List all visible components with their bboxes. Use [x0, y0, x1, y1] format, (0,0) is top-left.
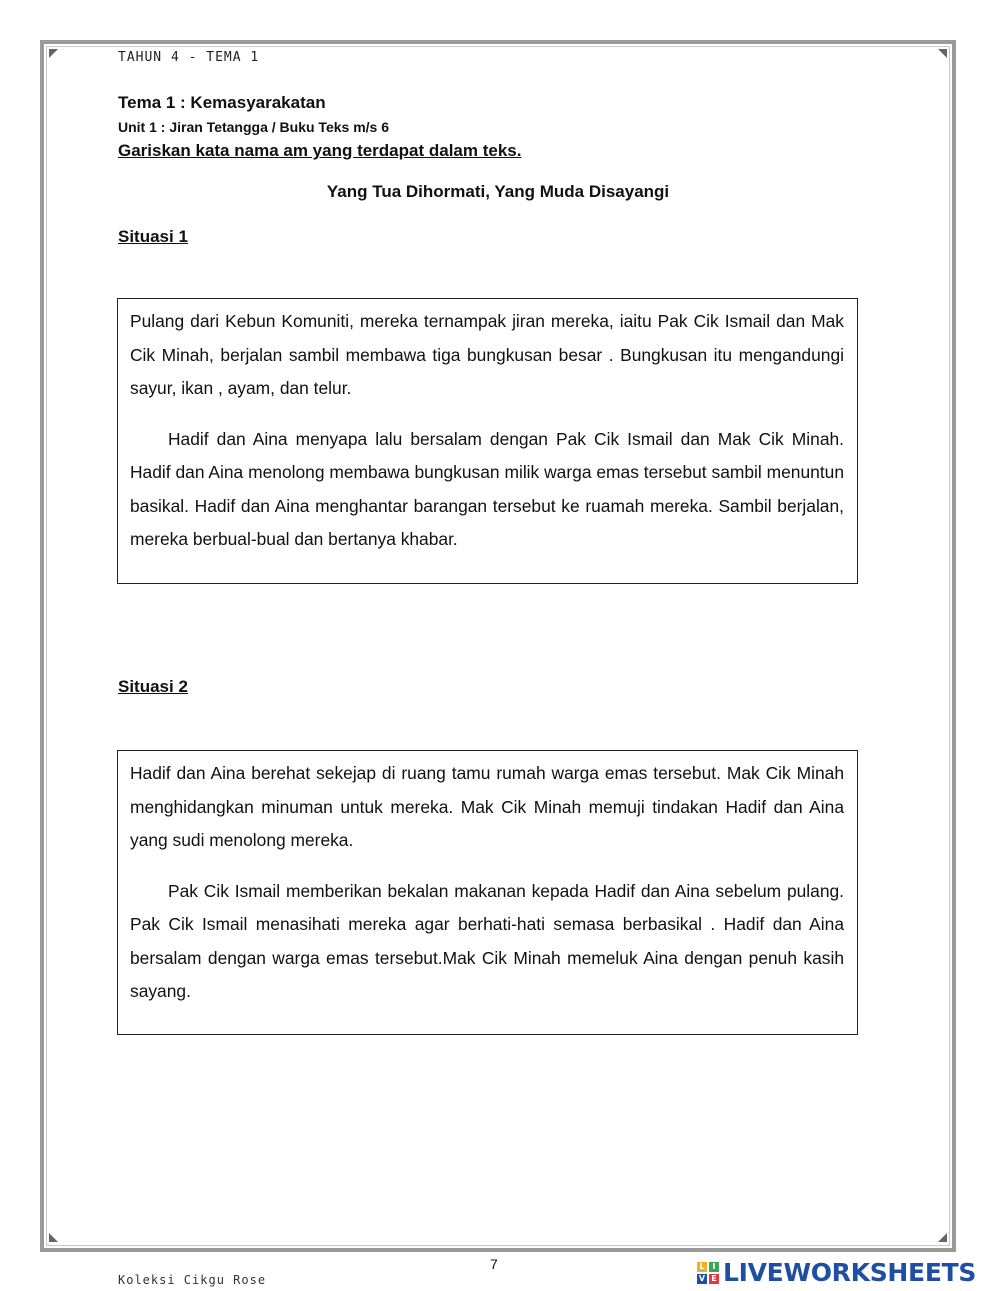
situation-1-text-box — [117, 298, 858, 584]
situation-2-heading: Situasi 2 — [118, 677, 188, 696]
unit-line: Unit 1 : Jiran Tetangga / Buku Teks m/s 6 — [118, 119, 389, 135]
story-title: Yang Tua Dihormati, Yang Muda Disayangi — [326, 182, 670, 201]
corner-ornament-top-left — [49, 49, 58, 58]
liveworksheets-logo-icon — [697, 1262, 719, 1284]
situation-1-heading: Situasi 1 — [118, 227, 188, 246]
situation-2-paragraph-1: Hadif dan Aina berehat sekejap di ruang tamu rumah warga emas tersebut. Mak Cik Minah menghidangkan minuman untuk mereka. Mak Cik Minah memuji tindakan Hadif dan Aina yang sudi menolong mereka. — [130, 763, 844, 850]
header-tag: TAHUN 4 - TEMA 1 — [118, 50, 260, 65]
theme-title: Tema 1 : Kemasyarakatan — [118, 93, 326, 112]
corner-ornament-bottom-right — [938, 1233, 947, 1242]
corner-ornament-bottom-left — [49, 1233, 58, 1242]
situation-1-paragraph-1: Pulang dari Kebun Komuniti, mereka ternampak jiran mereka, iaitu Pak Cik Ismail dan Mak Cik Minah, berjalan sambil membawa tiga bungkusan besar . Bungkusan itu mengandungi sayur, ikan , ayam, dan telur. — [130, 311, 844, 398]
page-number: 7 — [490, 1256, 498, 1272]
logo-block-v: V — [698, 1273, 706, 1283]
liveworksheets-logo[interactable] — [697, 1258, 976, 1287]
situation-1-paragraph-2: Hadif dan Aina menyapa lalu bersalam dengan Pak Cik Ismail dan Mak Cik Minah. Hadif dan Aina menolong membawa bungkusan milik warga emas tersebut sambil menuntun basikal. Hadif dan Aina menghantar barangan tersebut ke ruamah mereka. Sambil berjalan, mereka berbual-bual dan bertanya khabar. — [130, 428, 844, 549]
page-inner-border — [46, 46, 950, 1246]
corner-ornament-top-right — [938, 49, 947, 58]
situation-2-text-box — [117, 750, 858, 1035]
instruction: Gariskan kata nama am yang terdapat dalam teks. — [118, 141, 522, 160]
footer-credit: Koleksi Cikgu Rose — [118, 1273, 267, 1287]
liveworksheets-logo-text: LIVEWORKSHEETS — [723, 1258, 977, 1287]
logo-block-e: E — [709, 1274, 719, 1284]
logo-block-i: I — [709, 1262, 719, 1272]
situation-2-paragraph-2: Pak Cik Ismail memberikan bekalan makanan kepada Hadif dan Aina sebelum pulang. Pak Cik Ismail menasihati mereka agar berhati-hati semasa berbasikal . Hadif dan Aina bersalam dengan warga emas tersebut.Mak Cik Minah memeluk Aina dengan penuh kasih sayang. — [130, 880, 844, 1001]
logo-block-l: L — [697, 1262, 707, 1272]
